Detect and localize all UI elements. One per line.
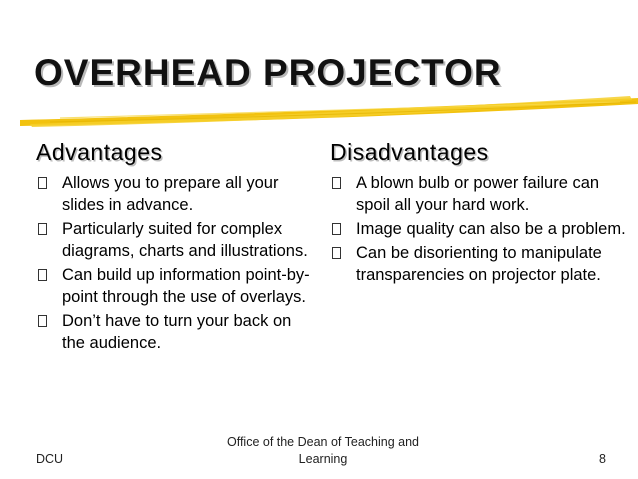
list-item <box>36 264 318 308</box>
list-item <box>330 242 630 286</box>
advantages-column <box>36 139 318 356</box>
list-item-text: Image quality can also be a problem. <box>356 220 626 238</box>
disadvantages-list <box>330 172 630 286</box>
footer-department: Office of the Dean of Teaching and Learning <box>226 435 420 466</box>
list-item-text: Don’t have to turn your back on the audience. <box>62 312 292 352</box>
square-bullet-icon <box>332 177 341 189</box>
list-item-text: Allows you to prepare all your slides in advance. <box>62 174 279 214</box>
list-item-text: Can build up information point-by-point through the use of overlays. <box>62 266 310 306</box>
list-item <box>330 172 630 216</box>
footer-organization: DCU <box>36 452 64 466</box>
slide-title: OVERHEAD PROJECTOR <box>34 52 502 93</box>
list-item-text: Can be disorienting to manipulate transparencies on projector plate. <box>356 244 602 284</box>
square-bullet-icon <box>332 223 341 235</box>
square-bullet-icon <box>38 223 47 235</box>
advantages-list <box>36 172 318 354</box>
list-item <box>36 218 318 262</box>
disadvantages-heading: Disadvantages <box>330 139 489 165</box>
square-bullet-icon <box>38 177 47 189</box>
footer-page-number: 8 <box>599 452 606 466</box>
advantages-heading: Advantages <box>36 139 163 165</box>
square-bullet-icon <box>38 315 47 327</box>
square-bullet-icon <box>38 269 47 281</box>
list-item-text: A blown bulb or power failure can spoil all your hard work. <box>356 174 600 214</box>
list-item <box>330 218 630 240</box>
title-underline-brush <box>20 88 638 128</box>
disadvantages-column <box>330 139 630 288</box>
square-bullet-icon <box>332 247 341 259</box>
list-item <box>36 310 318 354</box>
list-item <box>36 172 318 216</box>
list-item-text: Particularly suited for complex diagrams, charts and illustrations. <box>62 220 308 260</box>
